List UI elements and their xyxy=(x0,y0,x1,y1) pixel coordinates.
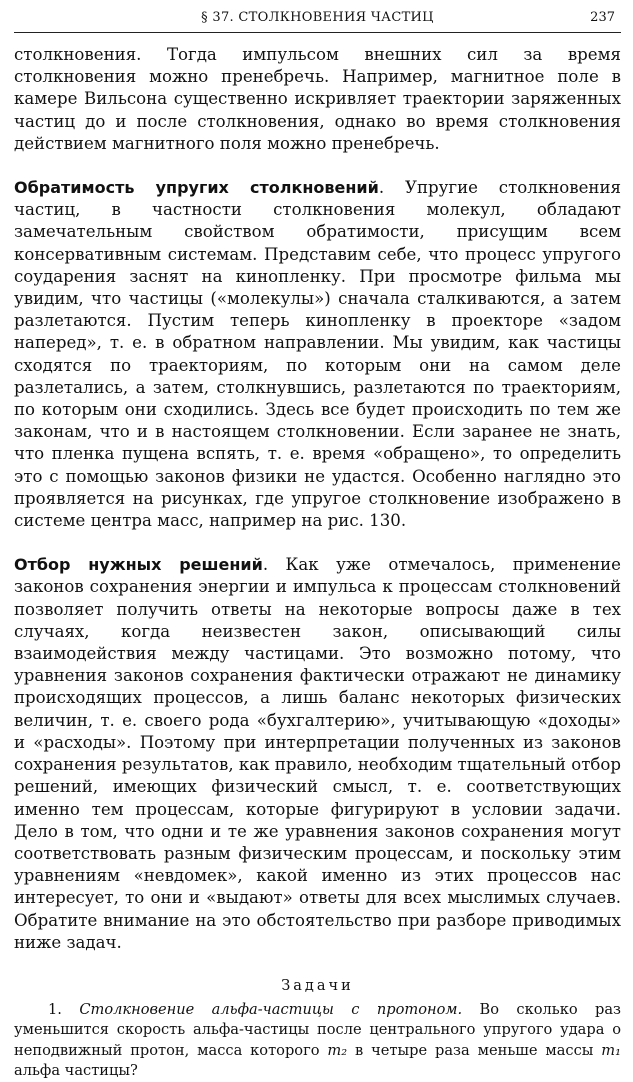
problems-title: Задачи xyxy=(281,977,354,994)
problem-title: Столкновение альфа-частицы с протоном. xyxy=(79,1000,463,1018)
paragraph-solution-selection xyxy=(14,554,621,954)
mass-m1-symbol: m₁ xyxy=(601,1041,621,1059)
body-text xyxy=(14,44,621,1082)
mass-m2-symbol: m₂ xyxy=(327,1041,348,1059)
problem-number: 1. xyxy=(48,1000,62,1018)
problem-text-part-2: в четыре раза меньше массы xyxy=(347,1041,602,1059)
problem-1 xyxy=(14,1000,621,1082)
problem-text-part-1: Во сколько раз уменьшится скорость альфа-частицы после центрального упругого удара о неподвижный протон, масса которого xyxy=(14,1000,622,1059)
problem-text-part-3: альфа частицы? xyxy=(14,1062,138,1080)
page-number: 237 xyxy=(590,10,615,25)
section-heading-solution-selection: Отбор нужных решений xyxy=(14,555,263,575)
running-title: § 37. СТОЛКНОВЕНИЯ ЧАСТИЦ xyxy=(201,10,434,25)
reversibility-text: . Упругие столкновения частиц, в частности столкновения молекул, обладают замечательным свойством обратимости, присущим всем консервативным системам. Представим себе, что процесс упругого соударения заснят на кинопленку. При просмотре фильма мы увидим, что частицы («молекулы») сначала сталкиваются, а затем разлетаются. Пустим теперь кинопленку в проекторе «задом наперед», т. е. в обратном направлении. Мы увидим, как частицы сходятся по траекториям, по которым они на самом деле разлетались, а затем, столкнувшись, разлетаются по траекториям, по которым они сходились. Здесь все будет происходить по тем же законам, что и в настоящем столкновении. Если заранее не знать, что пленка пущена вспять, т. е. время «обращено», то определить это с помощью законов физики не удастся. Особенно наглядно это проявляется на рисунках, где упругое столкновение изображено в системе центра масс, например на рис. 130. xyxy=(14,178,621,531)
running-header xyxy=(14,8,621,33)
solution-selection-text: . Как уже отмечалось, применение законов сохранения энергии и импульса к процессам столкновений позволяет получить ответы на некоторые вопросы даже в тех случаях, когда неизвестен закон, описывающий силы взаимодействия между частицами. Это возможно потому, что уравнения законов сохранения фактически отражают не динамику происходящих процессов, а лишь баланс некоторых физических величин, т. е. своего рода «бухгалтерию», учитывающую «доходы» и «расходы». Поэтому при интерпретации полученных из законов сохранения результатов, как правило, необходим тщательный отбор решений, имеющих физический смысл, т. е. соответствующих именно тем процессам, которые фигурируют в условии задачи. Дело в том, что одни и те же уравнения законов сохранения могут соответствовать разным физическим процессам, и поскольку этим уравнениям «невдомек», какой именно из этих процессов нас интересует, то они и «выдают» ответы для всех мыслимых случаев. Обратите внимание на это обстоятельство при разборе приводимых ниже задач. xyxy=(14,555,622,952)
paragraph-collision-continuation: столкновения. Тогда импульсом внешних сил за время столкновения можно пренебречь. Например, магнитное поле в камере Вильсона существенно искривляет траектории заряженных частиц до и после столкновения, однако во время столкновения действием магнитного поля можно пренебречь. xyxy=(14,45,621,153)
paragraph-reversibility xyxy=(14,177,621,532)
section-heading-reversibility: Обратимость упругих столкновений xyxy=(14,178,379,198)
